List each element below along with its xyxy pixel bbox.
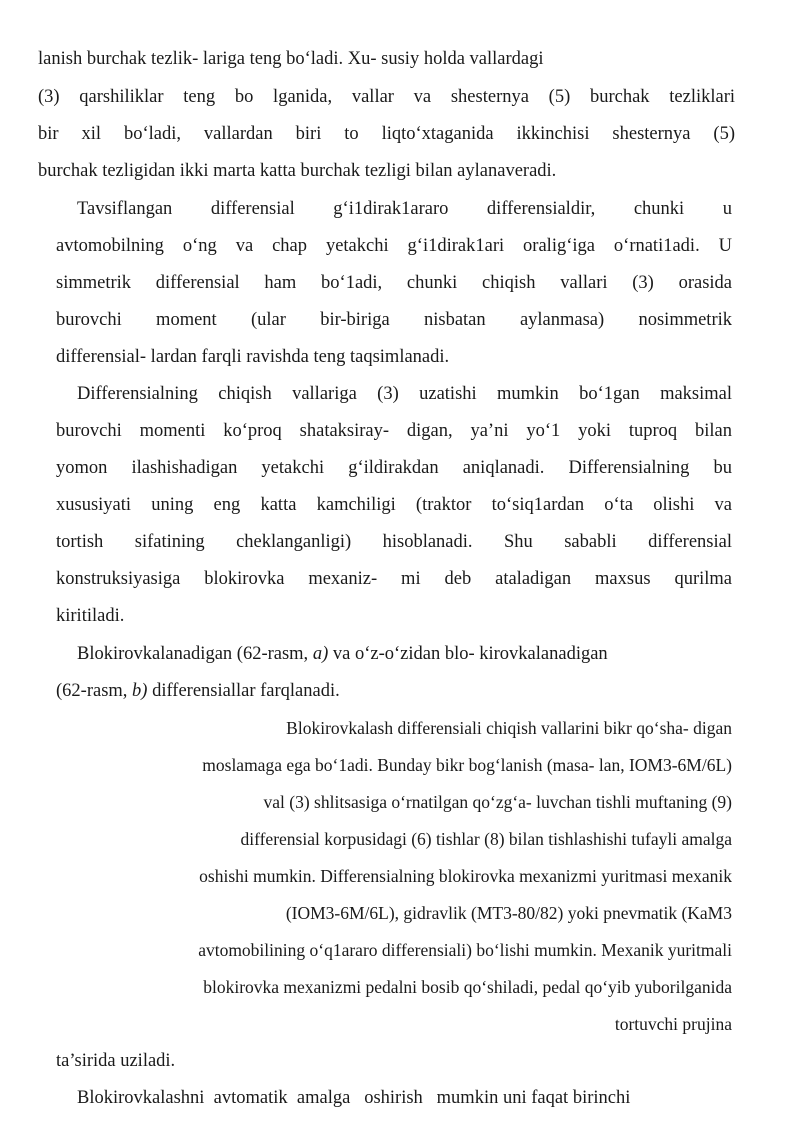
text-line <box>56 679 340 703</box>
text-line: tortish sifatining cheklanganligi) hisoblanadi. Shu sababli differensial <box>56 532 732 552</box>
text-run: Blokirovkalanadigan (62-rasm, <box>77 644 313 664</box>
text-line <box>77 642 732 666</box>
figure-ref: a) <box>312 644 329 664</box>
text-line: Blokirovkalash differensiali chiqish vallarini bikr qo‘sha- digan <box>286 718 732 738</box>
text-line: (3) qarshiliklar teng bo lganida, vallar va shesternya (5) burchak tezliklari <box>38 87 735 107</box>
text-line: differensial korpusidagi (6) tishlar (8) bilan tishlashishi tufayli amalga <box>240 829 732 849</box>
text-line: burovchi moment (ular bir-biriga nisbatan aylanmasa) nosimmetrik <box>56 310 732 330</box>
text-line: tortuvchi prujina <box>614 1014 732 1034</box>
text-line: avtomobilining o‘q1araro differensiali) bo‘lishi mumkin. Mexanik yuritmali <box>198 940 732 960</box>
text-line: Blokirovkalashni avtomatik amalga oshirish mumkin uni faqat birinchi <box>77 1088 631 1108</box>
text-segment <box>77 642 608 666</box>
text-line: ta’sirida uziladi. <box>56 1051 176 1071</box>
text-line: lanish burchak tezlik- lariga teng bo‘ladi. Xu- susiy holda vallardagi <box>38 49 544 69</box>
text-line: avtomobilning o‘ng va chap yetakchi g‘i1dirak1ari oralig‘iga o‘rnati1adi. U <box>56 236 732 256</box>
text-line: burchak tezligidan ikki marta katta burchak tezligi bilan aylanaveradi. <box>38 161 557 181</box>
text-line: simmetrik differensial ham bo‘1adi, chunki chiqish vallari (3) orasida <box>56 273 732 293</box>
text-line: xususiyati uning eng katta kamchiligi (traktor to‘siq1ardan o‘ta olishi va <box>56 495 732 515</box>
text-line: differensial- lardan farqli ravishda teng taqsimlanadi. <box>56 347 450 367</box>
text-line: burovchi momenti ko‘proq shataksiray- digan, ya’ni yo‘1 yoki tuproq bilan <box>56 421 732 441</box>
text-line: blokirovka mexanizmi pedalni bosib qo‘shiladi, pedal qo‘yib yuborilganida <box>203 977 732 997</box>
text-line: kiritiladi. <box>56 606 125 626</box>
text-line: Tavsiflangan differensial g‘i1dirak1araro differensialdir, chunki u <box>77 199 732 219</box>
text-line: oshishi mumkin. Differensialning blokirovka mexanizmi yuritmasi mexanik <box>199 866 732 886</box>
text-line: (IOM3-6M/6L), gidravlik (MT3-80/82) yoki pnevmatik (KaM3 <box>285 903 732 923</box>
text-run: (62-rasm, <box>56 681 133 701</box>
text-line: Differensialning chiqish vallariga (3) uzatishi mumkin bo‘1gan maksimal <box>77 384 732 404</box>
text-line: yomon ilashishadigan yetakchi g‘ildirakdan aniqlanadi. Differensialning bu <box>56 458 732 478</box>
text-line: moslamaga ega bo‘1adi. Bunday bikr bog‘lanish (masa- lan, IOM3-6M/6L) <box>202 755 732 775</box>
text-line: val (3) shlitsasiga o‘rnatilgan qo‘zg‘a- luvchan tishli muftaning (9) <box>263 792 732 812</box>
figure-ref: b) <box>132 681 148 701</box>
text-run: differensiallar farqlanadi. <box>147 681 340 701</box>
text-line: bir xil bo‘ladi, vallardan biri to liqto‘xtaganida ikkinchisi shesternya (5) <box>38 124 735 144</box>
text-line: konstruksiyasiga blokirovka mexaniz- mi deb ataladigan maxsus qurilma <box>56 569 732 589</box>
text-run: va o‘z-o‘zidan blo- kirovkalanadigan <box>328 644 608 664</box>
